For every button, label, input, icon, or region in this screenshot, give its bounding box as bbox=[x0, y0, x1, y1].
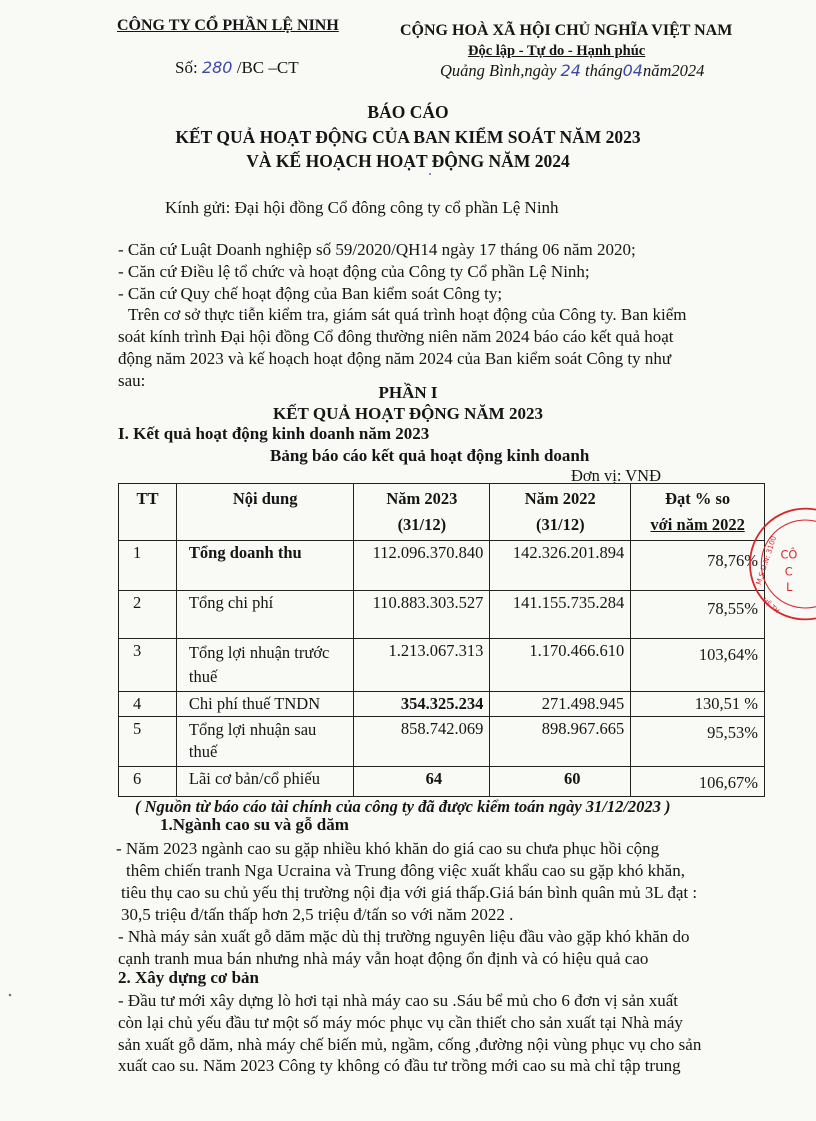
cell-2022: 1.170.466.610 bbox=[490, 639, 631, 692]
national-title: CỘNG HOÀ XÃ HỘI CHỦ NGHĨA VIỆT NAM bbox=[400, 22, 733, 39]
cell-2022: 898.967.665 bbox=[490, 717, 631, 767]
cell-item: Tổng lợi nhuận sau thuế bbox=[176, 717, 354, 767]
header-percent: Đạt % so với năm 2022 bbox=[631, 484, 765, 541]
cell-tt: 2 bbox=[119, 591, 177, 639]
cell-tt: 4 bbox=[119, 692, 177, 717]
recipient: Kính gửi: Đại hội đồng Cổ đông công ty cổ phần Lệ Ninh bbox=[165, 198, 559, 217]
seal-text-mid: CÔ bbox=[780, 547, 798, 562]
cell-percent: 78,55% bbox=[631, 591, 765, 639]
cell-2023: 354.325.234 bbox=[354, 692, 490, 717]
intro-line-3: động năm 2023 và kế hoạch hoạt động năm 2024 của Ban kiểm soát Công ty như bbox=[118, 349, 672, 368]
cell-item: Lãi cơ bản/cổ phiếu bbox=[176, 767, 354, 797]
cell-2022: 60 bbox=[490, 767, 631, 797]
stray-mark bbox=[428, 172, 432, 176]
cell-tt: 5 bbox=[119, 717, 177, 767]
doc-number-handwritten: 280 bbox=[201, 58, 233, 77]
doc-number-prefix: Số: bbox=[175, 58, 198, 77]
table-title: Bảng báo cáo kết quả hoạt động kinh doanh bbox=[270, 446, 590, 465]
cell-2023: 858.742.069 bbox=[354, 717, 490, 767]
cell-tt: 3 bbox=[119, 639, 177, 692]
cell-item: Tổng lợi nhuận trước thuế bbox=[176, 639, 354, 692]
subsection-1-heading: 1.Ngành cao su và gỗ dăm bbox=[160, 815, 349, 834]
cell-2023: 64 bbox=[354, 767, 490, 797]
table-row bbox=[119, 591, 765, 639]
doc-number-suffix: /BC –CT bbox=[236, 58, 299, 77]
basis-1: - Căn cứ Luật Doanh nghiệp số 59/2020/QH14 ngày 17 tháng 06 năm 2020; bbox=[118, 240, 636, 259]
sub2-line-4: xuất cao su. Năm 2023 Công ty không có đầu tư trồng mới cao su mà chỉ tập trung bbox=[118, 1056, 681, 1075]
intro-line-2: soát kính trình Đại hội đồng Cổ đông thường niên năm 2024 báo cáo kết quả hoạt bbox=[118, 327, 674, 346]
report-title: BÁO CÁO bbox=[367, 102, 449, 122]
table-row bbox=[119, 692, 765, 717]
date-month-label: tháng bbox=[585, 61, 623, 80]
source-note: ( Nguồn từ báo cáo tài chính của công ty đã được kiểm toán ngày 31/12/2023 ) bbox=[135, 797, 671, 816]
report-subtitle-2: VÀ KẾ HOẠCH HOẠT ĐỘNG NĂM 2024 bbox=[246, 151, 570, 171]
cell-percent: 130,51 % bbox=[631, 692, 765, 717]
company-seal bbox=[745, 484, 816, 644]
cell-item: Chi phí thuế TNDN bbox=[176, 692, 354, 717]
date-month-handwritten: 04 bbox=[622, 61, 643, 80]
table-row bbox=[119, 767, 765, 797]
sub1-line-6: cạnh tranh mua bán nhưng nhà máy vẫn hoạt động ổn định và có hiệu quả cao bbox=[118, 949, 649, 968]
report-subtitle-1: KẾT QUẢ HOẠT ĐỘNG CỦA BAN KIỂM SOÁT NĂM 2023 bbox=[175, 127, 641, 147]
intro-line-1: Trên cơ sở thực tiễn kiểm tra, giám sát quá trình hoạt động của Công ty. Ban kiểm bbox=[128, 305, 687, 324]
sub2-line-2: còn lại chủ yếu đầu tư một số máy móc phục vụ cần thiết cho sản xuất tại Nhà máy bbox=[118, 1013, 683, 1032]
cell-2022: 141.155.735.284 bbox=[490, 591, 631, 639]
sub1-line-5: - Nhà máy sản xuất gỗ dăm mặc dù thị trường nguyên liệu đầu vào gặp khó khăn do bbox=[118, 927, 690, 946]
table-row bbox=[119, 717, 765, 767]
cell-2022: 271.498.945 bbox=[490, 692, 631, 717]
basis-2: - Căn cứ Điều lệ tổ chức và hoạt động của Công ty Cổ phần Lệ Ninh; bbox=[118, 262, 590, 281]
cell-item: Tổng doanh thu bbox=[176, 541, 354, 591]
seal-text-bottom: L bbox=[786, 579, 793, 594]
unit-label: Đơn vị: VNĐ bbox=[571, 466, 662, 485]
sub1-line-3: tiêu thụ cao su chủ yếu thị trường nội địa với giá thấp.Giá bán bình quân mủ 3L đạt : bbox=[121, 883, 698, 902]
cell-percent: 106,67% bbox=[631, 767, 765, 797]
seal-ring-text-2: HỆ TH bbox=[760, 596, 781, 616]
seal-text-mid2: C bbox=[784, 564, 793, 579]
table-row bbox=[119, 541, 765, 591]
header-content: Nội dung bbox=[176, 484, 354, 541]
document-number bbox=[175, 58, 299, 78]
subsection-2-heading: 2. Xây dựng cơ bản bbox=[118, 968, 260, 987]
part-title: KẾT QUẢ HOẠT ĐỘNG NĂM 2023 bbox=[273, 404, 543, 423]
table-header-row bbox=[119, 484, 765, 541]
sub1-line-1: - Năm 2023 ngành cao su gặp nhiều khó khăn do giá cao su chưa phục hồi cộng bbox=[116, 839, 660, 858]
cell-percent: 78,76% bbox=[631, 541, 765, 591]
section-1-heading: I. Kết quả hoạt động kinh doanh năm 2023 bbox=[118, 424, 430, 443]
cell-tt: 1 bbox=[119, 541, 177, 591]
cell-tt: 6 bbox=[119, 767, 177, 797]
date-prefix: Quảng Bình,ngày bbox=[440, 61, 557, 80]
national-motto: Độc lập - Tự do - Hạnh phúc bbox=[468, 43, 646, 59]
cell-percent: 95,53% bbox=[631, 717, 765, 767]
cell-2023: 1.213.067.313 bbox=[354, 639, 490, 692]
cell-2023: 110.883.303.527 bbox=[354, 591, 490, 639]
seal-ring-text: M.S.D.N: 3100 bbox=[753, 534, 779, 586]
header-2022: Năm 2022 (31/12) bbox=[490, 484, 631, 541]
date-day-handwritten: 24 bbox=[560, 61, 581, 80]
intro-line-4: sau: bbox=[118, 371, 146, 390]
cell-2023: 112.096.370.840 bbox=[354, 541, 490, 591]
cell-percent: 103,64% bbox=[631, 639, 765, 692]
table-row bbox=[119, 639, 765, 692]
cell-2022: 142.326.201.894 bbox=[490, 541, 631, 591]
sub2-line-3: sản xuất gỗ dăm, nhà máy chế biến mủ, ngầm, cống ,đường nội vùng phục vụ cho sản bbox=[118, 1035, 702, 1054]
basis-3: - Căn cứ Quy chế hoạt động của Ban kiểm soát Công ty; bbox=[118, 284, 503, 303]
document-date bbox=[440, 61, 704, 81]
header-tt: TT bbox=[119, 484, 177, 541]
date-year: năm2024 bbox=[642, 61, 705, 80]
company-name: CÔNG TY CỔ PHẦN LỆ NINH bbox=[117, 17, 339, 34]
scan-speck bbox=[8, 993, 12, 997]
business-results-table bbox=[118, 483, 765, 797]
sub2-line-1: - Đầu tư mới xây dựng lò hơi tại nhà máy cao su .Sáu bể mủ cho 6 đơn vị sản xuất bbox=[118, 991, 679, 1010]
part-label: PHẦN I bbox=[378, 383, 438, 402]
sub1-line-4: 30,5 triệu đ/tấn thấp hơn 2,5 triệu đ/tấn so với năm 2022 . bbox=[121, 905, 514, 924]
cell-item: Tổng chi phí bbox=[176, 591, 354, 639]
sub1-line-2: thêm chiến tranh Nga Ucraina và Trung đông việc xuất khẩu cao su gặp khó khăn, bbox=[126, 861, 685, 880]
header-2023: Năm 2023 (31/12) bbox=[354, 484, 490, 541]
